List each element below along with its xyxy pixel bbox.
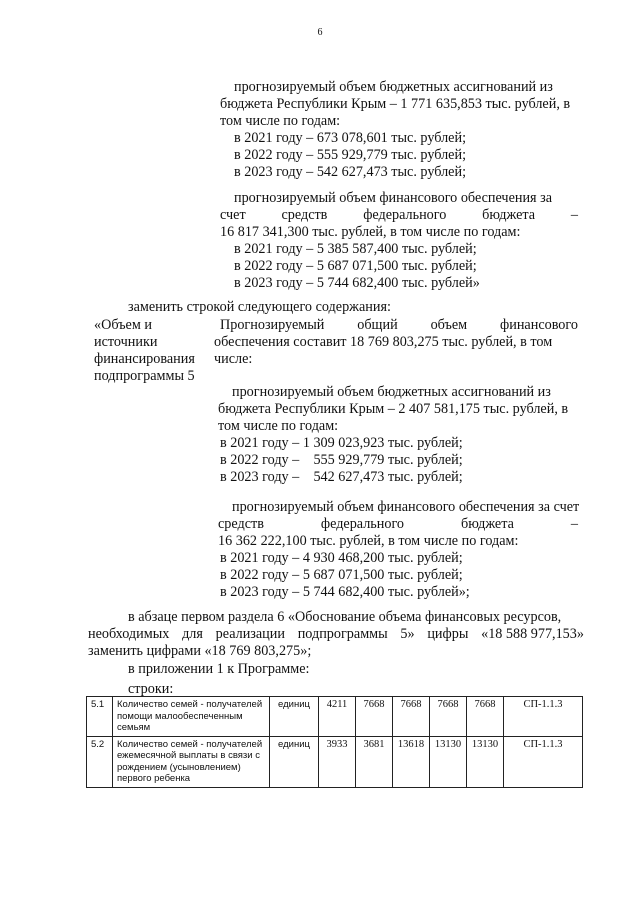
indicators-table (86, 696, 583, 788)
value-cell: 13130 (430, 736, 467, 787)
indicator-name: Количество семей - получателей помощи малообеспеченным семьям (113, 697, 270, 737)
word: необходимых (88, 626, 170, 642)
word: для (182, 626, 203, 642)
text-line: в 2023 году – 5 744 682,400 тыс. рублей»; (220, 584, 470, 600)
value-cell: 7668 (430, 697, 467, 737)
code-cell: СП-1.1.3 (504, 697, 583, 737)
rows-label: строки: (128, 681, 174, 697)
text-line: в 2023 году – 5 744 682,400 тыс. рублей» (234, 275, 480, 291)
word: 5» (400, 626, 415, 642)
word: бюджета (461, 516, 514, 532)
value-cell: 3933 (319, 736, 356, 787)
text-line: бюджета Республики Крым – 1 771 635,853 тыс. рублей, в (220, 96, 571, 112)
table-row (87, 736, 583, 787)
text-line: том числе по годам: (218, 418, 339, 434)
row-number: 5.2 (87, 736, 113, 787)
word: подпрограммы (297, 626, 388, 642)
text-line: 16 362 222,100 тыс. рублей, в том числе по годам: (218, 533, 519, 549)
word: бюджета (482, 207, 536, 223)
label-line: финансирования (94, 351, 195, 367)
text-line: том числе по годам: (220, 113, 341, 129)
text-line: заменить цифрами «18 769 803,275»; (88, 643, 312, 659)
text-line: прогнозируемый объем бюджетных ассигнований из (234, 79, 553, 95)
word: федерального (363, 207, 447, 223)
value-cell: 7668 (467, 697, 504, 737)
text-line: прогнозируемый объем финансового обеспечения за (234, 190, 553, 206)
text-line: в 2022 году – 555 929,779 тыс. рублей; (234, 147, 467, 163)
text-line: в 2022 году – 555 929,779 тыс. рублей; (220, 452, 463, 468)
unit-cell: единиц (270, 697, 319, 737)
word: – (570, 207, 578, 223)
justified-line (218, 516, 578, 532)
unit-cell: единиц (270, 736, 319, 787)
value-cell: 13618 (393, 736, 430, 787)
justified-line (88, 626, 584, 642)
text-line: в 2021 году – 673 078,601 тыс. рублей; (234, 130, 467, 146)
value-cell: 4211 (319, 697, 356, 737)
text-line: прогнозируемый объем финансового обеспечения за счет (232, 499, 580, 515)
text-line: 16 817 341,300 тыс. рублей, в том числе по годам: (220, 224, 521, 240)
text-line: в 2023 году – 542 627,473 тыс. рублей; (220, 469, 463, 485)
justified-line (220, 317, 578, 333)
replace-instruction: заменить строкой следующего содержания: (128, 299, 391, 315)
text-line: числе: (214, 351, 253, 367)
label-line: подпрограммы 5 (94, 368, 195, 384)
text-line: в 2021 году – 5 385 587,400 тыс. рублей; (234, 241, 477, 257)
word: счет (220, 207, 246, 223)
word: – (570, 516, 578, 532)
word: федерального (320, 516, 405, 532)
value-cell: 3681 (356, 736, 393, 787)
word: общий (357, 317, 398, 333)
text-line: в 2021 году – 4 930 468,200 тыс. рублей; (220, 550, 463, 566)
word: Прогнозируемый (220, 317, 325, 333)
word: финансового (500, 317, 578, 333)
word: «18 588 977,153» (481, 626, 584, 642)
text-line: в 2021 году – 1 309 023,923 тыс. рублей; (220, 435, 463, 451)
table-row (87, 697, 583, 737)
label-line: «Объем и (94, 317, 152, 333)
text-line: прогнозируемый объем бюджетных ассигнований из (232, 384, 551, 400)
word: средств (218, 516, 264, 532)
code-cell: СП-1.1.3 (504, 736, 583, 787)
text-line: обеспечения составит 18 769 803,275 тыс. рублей, в том (214, 334, 553, 350)
row-number: 5.1 (87, 697, 113, 737)
label-line: источники (94, 334, 158, 350)
text-line: бюджета Республики Крым – 2 407 581,175 тыс. рублей, в (218, 401, 569, 417)
value-cell: 13130 (467, 736, 504, 787)
value-cell: 7668 (356, 697, 393, 737)
text-line: в абзаце первом раздела 6 «Обоснование объема финансовых ресурсов, (128, 609, 562, 625)
page-number: 6 (317, 27, 323, 38)
text-line: в 2022 году – 5 687 071,500 тыс. рублей; (234, 258, 477, 274)
value-cell: 7668 (393, 697, 430, 737)
text-line: в 2023 году – 542 627,473 тыс. рублей; (234, 164, 467, 180)
word: цифры (427, 626, 469, 642)
indicator-name: Количество семей - получателей ежемесячной выплаты в связи с рождением (усыновлением) первого ребенка (113, 736, 270, 787)
word: средств (281, 207, 328, 223)
word: реализации (215, 626, 285, 642)
appendix-instruction: в приложении 1 к Программе: (128, 661, 310, 677)
word: объем (430, 317, 468, 333)
justified-line (220, 207, 578, 223)
text-line: в 2022 году – 5 687 071,500 тыс. рублей; (220, 567, 463, 583)
